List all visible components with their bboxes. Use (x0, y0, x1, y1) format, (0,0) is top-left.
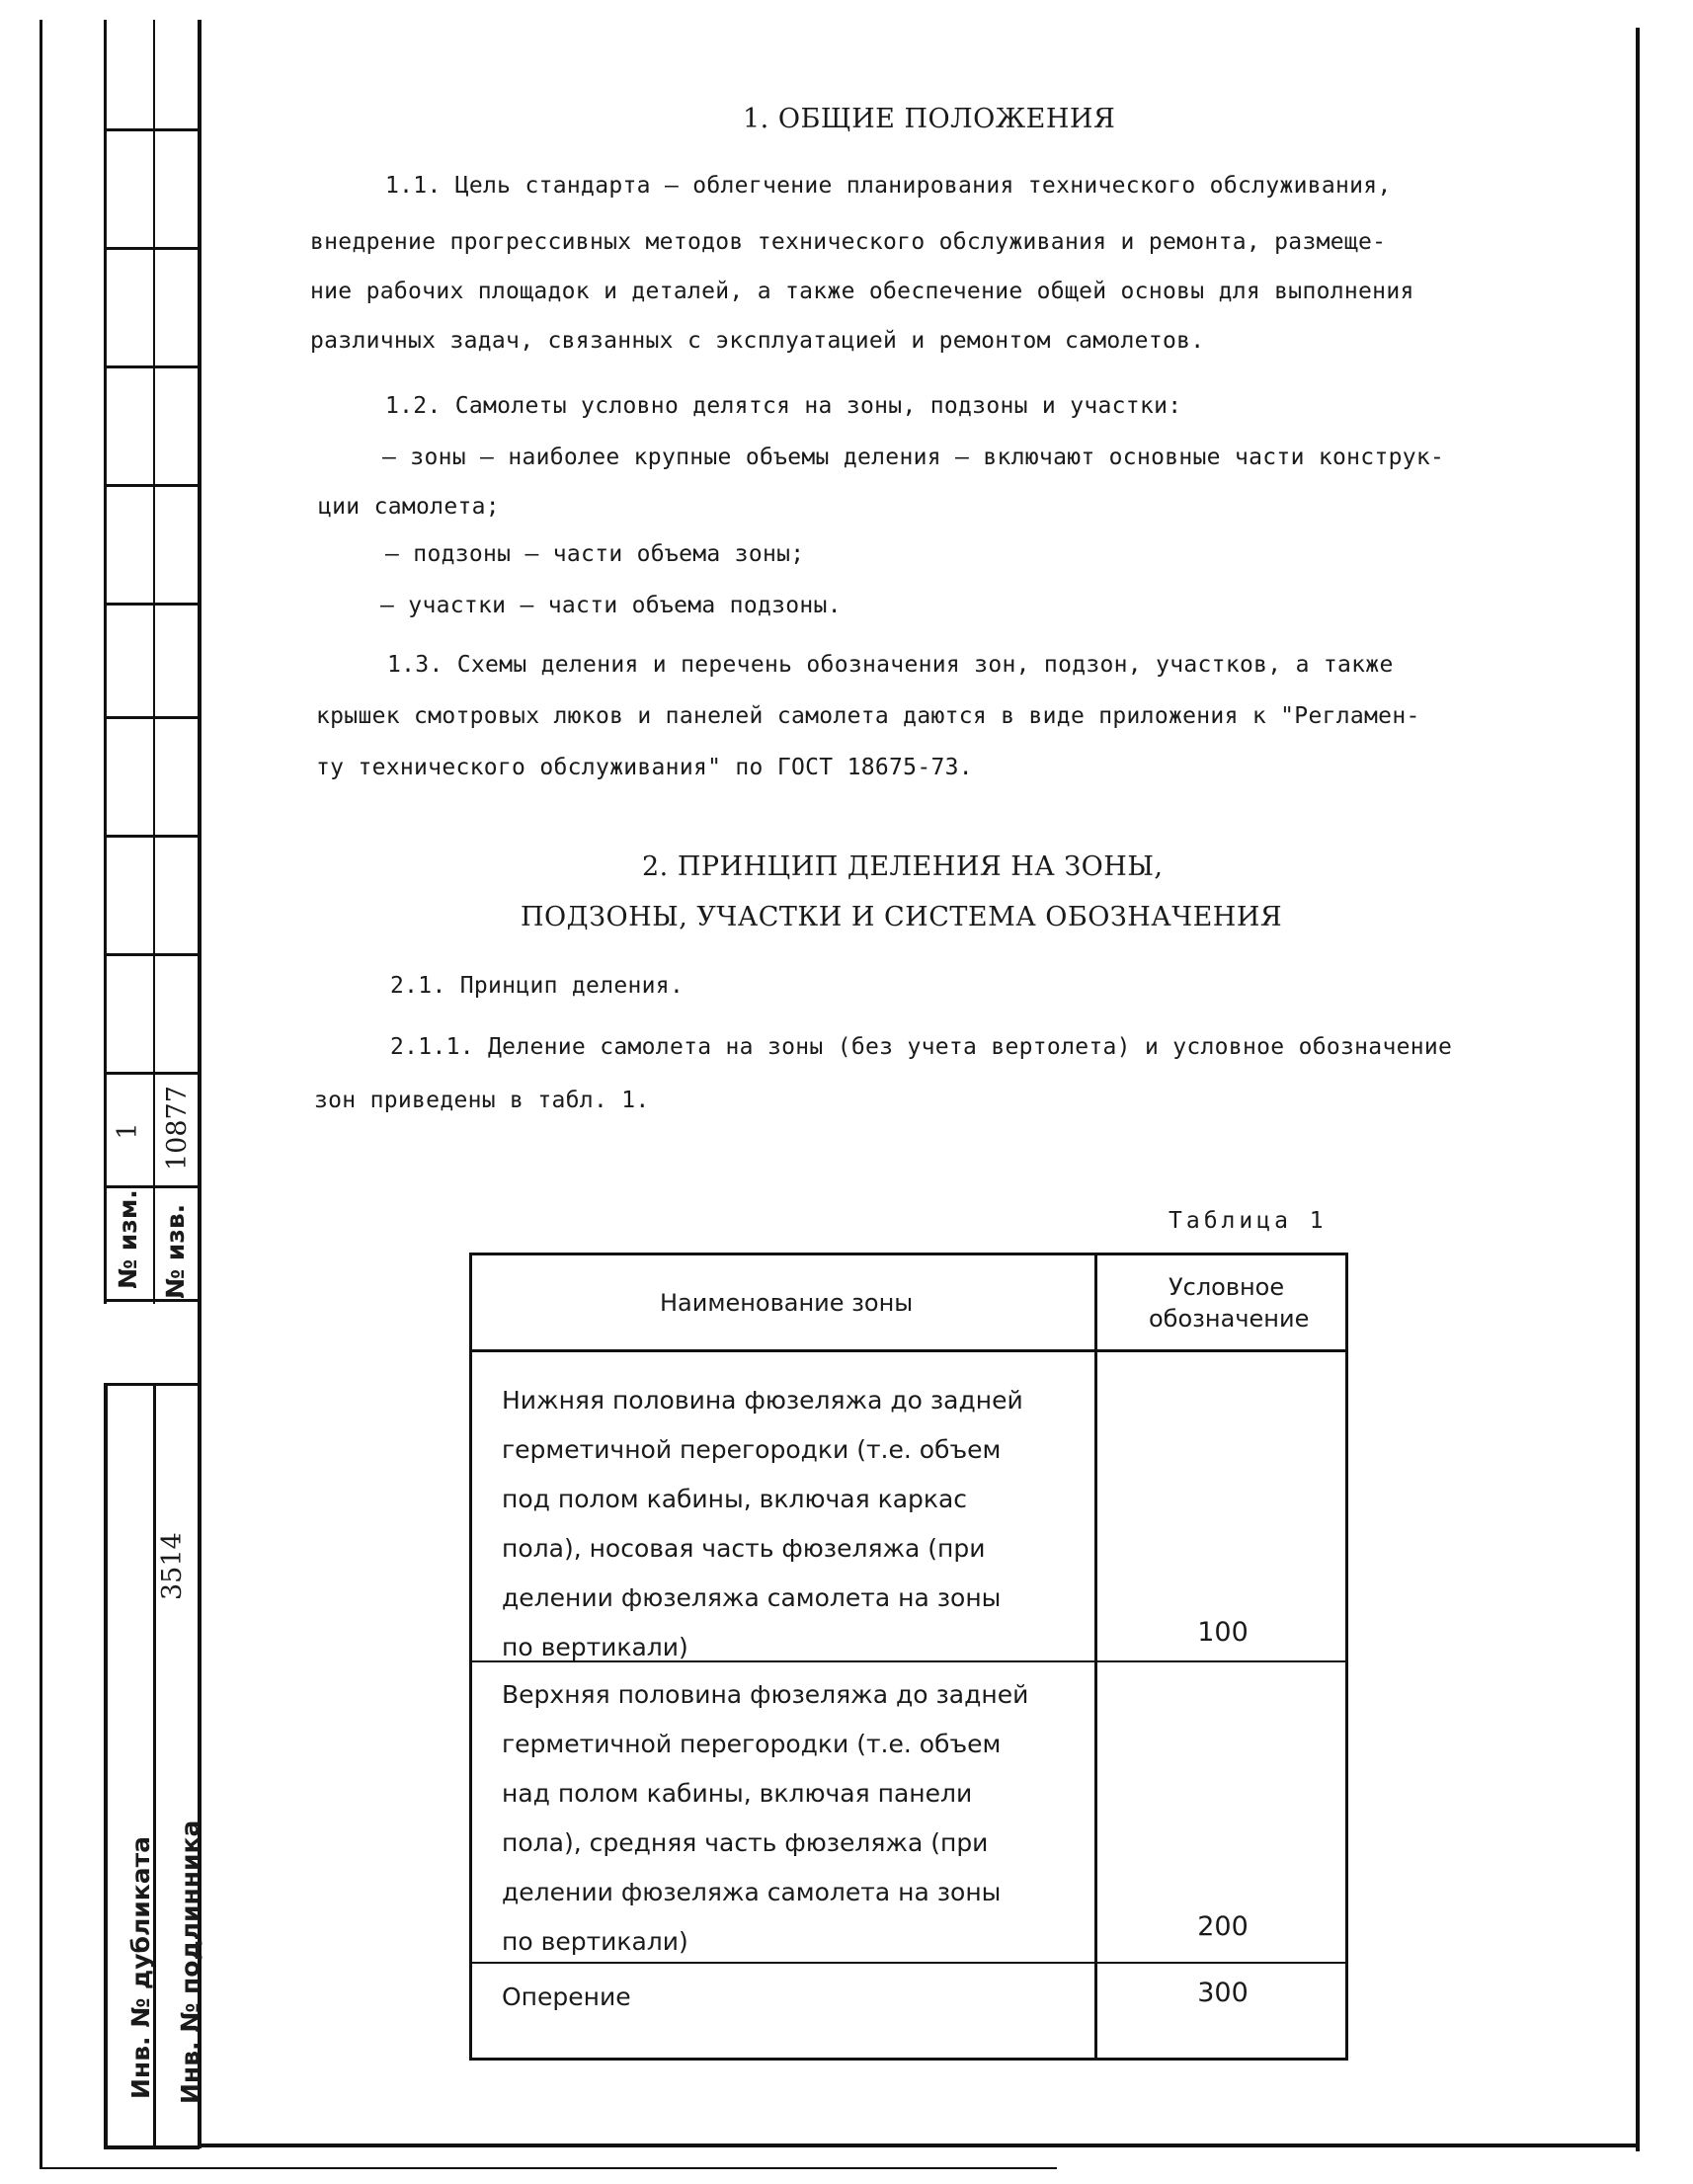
notice-no-label: № изв. (161, 1203, 190, 1299)
zone-name-line: делении фюзеляжа самолета на зоны (502, 1878, 1002, 1906)
zone-code: 100 (1197, 1617, 1249, 1648)
zone-name-line: герметичной перегородки (т.е. объем (502, 1730, 1002, 1758)
paragraph-1-2-line-5: – участки – части объема подзоны. (380, 593, 842, 618)
zone-name-line: герметичной перегородки (т.е. объем (502, 1435, 1002, 1464)
paragraph-1-1-line-3: ние рабочих площадок и деталей, а также обеспечение общей основы для выполнения (310, 279, 1414, 304)
page-bottom-edge (40, 2167, 1057, 2169)
zone-name-line: под полом кабины, включая каркас (502, 1485, 968, 1513)
paragraph-2-1-1-line-1: 2.1.1. Деление самолета на зоны (без учета вертолета) и условное обозначение (390, 1034, 1453, 1060)
zone-name-line: над полом кабины, включая панели (502, 1779, 973, 1808)
notice-no-value: 10877 (162, 1086, 193, 1171)
paragraph-2-1-1-line-2: зон приведены в табл. 1. (314, 1088, 650, 1113)
zone-name-line: Верхняя половина фюзеляжа до задней (502, 1680, 1029, 1709)
zone-name-line: по вертикали) (502, 1633, 688, 1661)
zone-name-line: Нижняя половина фюзеляжа до задней (502, 1386, 1023, 1415)
paragraph-1-2-line-4: – подзоны – части объема зоны; (385, 541, 805, 567)
page-right-border (1636, 28, 1640, 2151)
paragraph-1-2-line-1: 1.2. Самолеты условно делятся на зоны, подзоны и участки: (385, 393, 1182, 419)
change-no-label: № изм. (114, 1189, 142, 1289)
table-caption: Таблица 1 (1169, 1208, 1328, 1234)
dup-inv-label: Инв. № дубликата (126, 1836, 155, 2099)
orig-inv-value: 3514 (157, 1532, 188, 1600)
change-no-value: 1 (113, 1122, 143, 1140)
section-1-title: 1. ОБЩИЕ ПОЛОЖЕНИЯ (743, 104, 1116, 134)
orig-inv-label: Инв. № подлинника (176, 1820, 204, 2104)
page-bottom-border (198, 2144, 1638, 2147)
paragraph-1-1-line-4: различных задач, связанных с эксплуатацией и ремонтом самолетов. (310, 328, 1205, 354)
zone-name-line: пола), средняя часть фюзеляжа (при (502, 1828, 989, 1857)
zone-code: 300 (1197, 1978, 1249, 2008)
section-2-title-line-2: ПОДЗОНЫ, УЧАСТКИ И СИСТЕМА ОБОЗНАЧЕНИЯ (521, 902, 1283, 932)
paragraph-1-2-line-3: ции самолета; (318, 494, 500, 520)
paragraph-1-1-line-2: внедрение прогрессивных методов технического обслуживания и ремонта, размеще- (310, 229, 1387, 255)
zone-name-line: Оперение (502, 1982, 631, 2011)
paragraph-2-1: 2.1. Принцип деления. (390, 973, 685, 999)
zone-name-line: пола), носовая часть фюзеляжа (при (502, 1534, 986, 1563)
section-2-title-line-1: 2. ПРИНЦИП ДЕЛЕНИЯ НА ЗОНЫ, (642, 851, 1164, 882)
paragraph-1-3-line-3: ту технического обслуживания" по ГОСТ 18675-73. (316, 755, 973, 780)
header-zone-name: Наименование зоны (660, 1289, 914, 1317)
zone-name-line: по вертикали) (502, 1927, 688, 1956)
paragraph-1-3-line-2: крышек смотровых люков и панелей самолета даются в виде приложения к "Регламен- (316, 703, 1420, 729)
header-code-line-1: Условное (1169, 1273, 1285, 1301)
paragraph-1-2-line-2: – зоны – наиболее крупные объемы деления – включают основные части конструк- (382, 445, 1445, 470)
zones-table (469, 1253, 1348, 2061)
paragraph-1-3-line-1: 1.3. Схемы деления и перечень обозначения зон, подзон, участков, а также (387, 652, 1394, 678)
header-code-line-2: обозначение (1149, 1305, 1310, 1333)
zone-name-line: делении фюзеляжа самолета на зоны (502, 1583, 1002, 1612)
page-left-border (40, 20, 42, 2168)
paragraph-1-1-line-1: 1.1. Цель стандарта – облегчение планирования технического обслуживания, (385, 173, 1392, 199)
zone-code: 200 (1197, 1911, 1249, 1942)
